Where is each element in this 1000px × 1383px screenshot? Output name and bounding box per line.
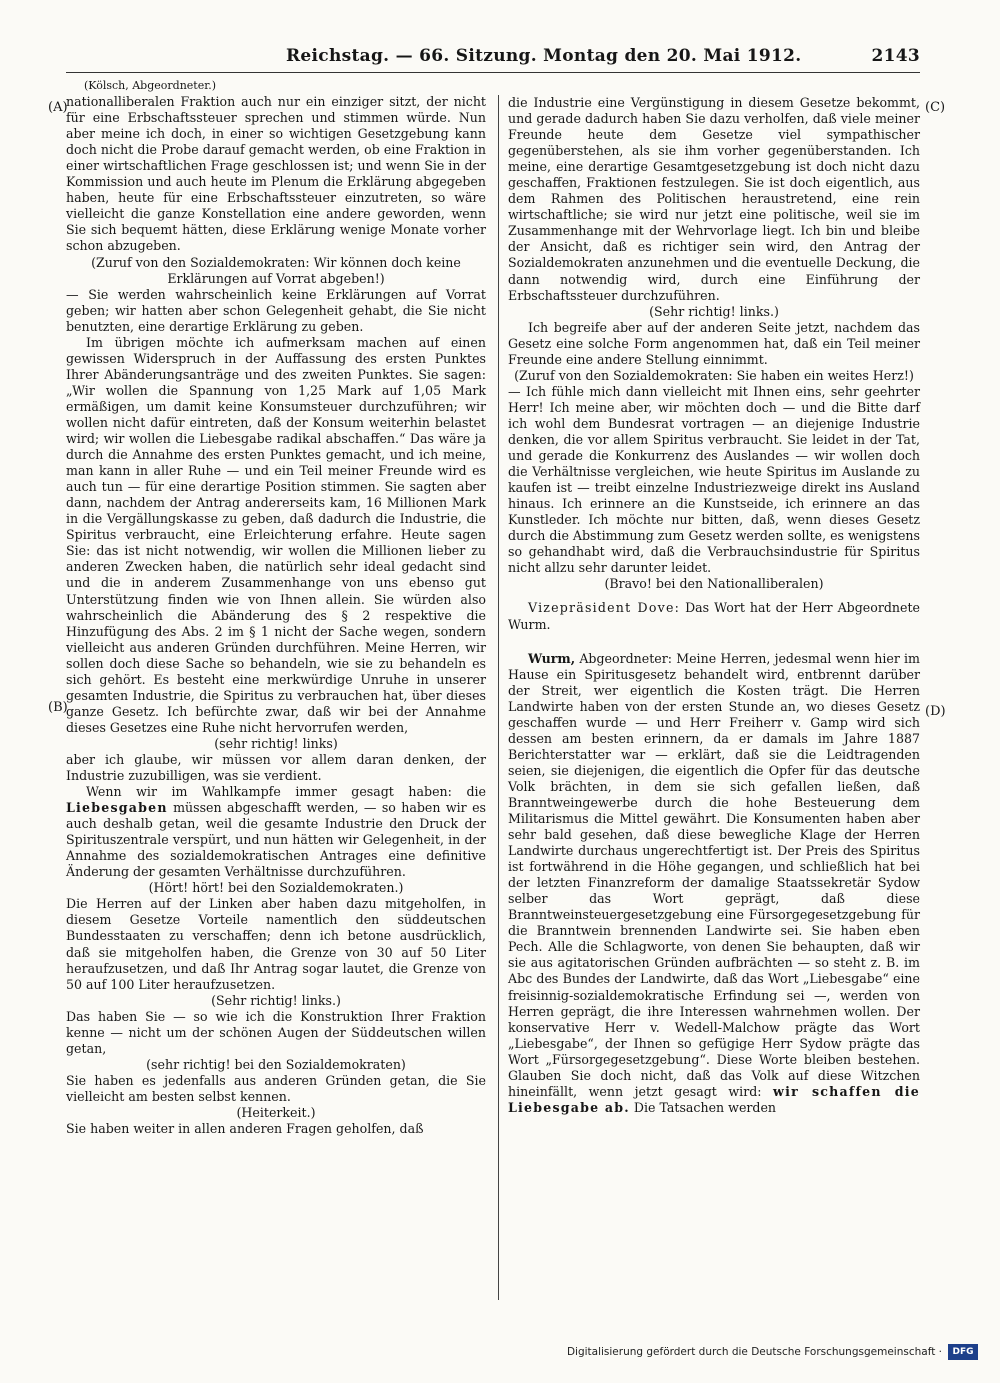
interjection: (sehr richtig! bei den Sozialdemokraten)	[146, 1056, 406, 1072]
interjection: (Bravo! bei den Nationalliberalen)	[604, 576, 824, 592]
left-column	[66, 78, 486, 1137]
paragraph: Sie haben weiter in allen anderen Fragen geholfen, daß	[66, 1121, 424, 1137]
page-title: Reichstag. — 66. Sitzung. Montag den 20. Mai 1912.	[286, 46, 802, 66]
speaker-wurm	[508, 651, 920, 1116]
page-number: 2143	[871, 46, 920, 66]
text: Das Wort hat der Herr Abgeordnete Wurm.	[508, 600, 920, 632]
speaker-vizepraesident	[508, 600, 920, 632]
speaker-name: Wurm,	[528, 650, 576, 666]
text: müssen abgeschafft werden, — so haben wir es auch deshalb getan, weil die gesamte Industrie den Druck der Spirituszentrale verspürt, und nun hätten wir Gelegenheit, in der Annahme des sozialdemokratischen Antrages eine definitive Änderung der gesamten Verhältnisse durchzuführen.	[66, 800, 486, 880]
margin-mark-b: (B)	[48, 700, 68, 715]
text: Wenn wir im Wahlkampfe immer gesagt haben: die	[86, 784, 486, 800]
paragraph: nationalliberalen Fraktion auch nur ein einziger sitzt, der nicht für eine Erbschaftssteuer sprechen und stimmen würde. Nun aber meine ich doch, in einer so wichtigen Gesetzgebung kann doch nicht die Probe darauf gemacht werden, ob eine Fraktion in einer wirtschaftlichen Frage geschlossen ist; und wenn Sie in der Kommission und auch heute im Plenum die Erklärung abgegeben haben, heute für eine Erbschaftssteuer einzutreten, so wäre vielleicht die ganze Konstellation eine andere geworden, wenn Sie sich bequemt hätten, diese Erklärung wenige Monate vorher schon abzugeben.	[66, 94, 486, 254]
paragraph: — Ich fühle mich dann vielleicht mit Ihnen eins, sehr geehrter Herr! Ich meine aber, wir möchten doch — und die Bitte darf ich wohl dem Bundesrat vortragen — an diejenige Industrie denken, die vor allem Spiritus verbraucht. Sie leidet in der Tat, und gerade die Konkurrenz des Auslandes — wir wollen doch die Verhältnisse vergleichen, wie heute Spiritus im Auslande zu kaufen ist — treibt einzelne Industriezweige direkt ins Ausland hinaus. Ich erinnere an die Kunstseide, ich erinnere an das Kunstleder. Ich möchte nur bitten, daß, wenn dieses Gesetz durch die Abstimmung zum Gesetz werden sollte, es wenigstens so gehandhabt wird, daß die Verbrauchsindustrie für Spiritus nicht allzu sehr darunter leidet.	[508, 383, 921, 576]
margin-mark-d: (D)	[925, 704, 946, 719]
paragraph: die Industrie eine Vergünstigung in diesem Gesetze bekommt, und gerade dadurch haben Sie dazu verholfen, daß viele meiner Freunde heute dem Gesetze viel sympathischer gegenüberstehen, als sie ihm vorher gegenüberstanden. Ich meine, eine derartige Gesamtgesetzgebung ist doch nicht dazu geschaffen, Fraktionen festzulegen. Sie ist doch eigentlich, aus dem Rahmen des Politischen heraustretend, eine rein wirtschaftliche; sie wird nur jetzt eine politische, weil sie im Zusammenhange mit der Wehrvorlage liegt. Ich bin und bleibe der Ansicht, daß es richtiger sein wird, den Antrag der Sozialdemokraten anzunehmen und die eventuelle Deckung, die dann notwendig wird, durch eine Einführung der Erbschaftssteuer durchzuführen.	[508, 95, 920, 303]
interjection: (sehr richtig! links)	[214, 735, 338, 751]
margin-mark-a: (A)	[48, 100, 68, 115]
paragraph: — Sie werden wahrscheinlich keine Erklärungen auf Vorrat geben; wir hatten aber schon Gelegenheit gehabt, die Sie nicht benutzten, eine derartige Erklärung zu geben.	[66, 286, 486, 334]
funding-note: Digitalisierung gefördert durch die Deutsche Forschungsgemeinschaft ·	[566, 1346, 942, 1358]
paragraph: Ich begreife aber auf der anderen Seite jetzt, nachdem das Gesetz eine solche Form angenommen hat, daß ein Teil meiner Freunde eine andere Stellung einnimmt.	[508, 319, 920, 367]
interjection: (Sehr richtig! links.)	[649, 303, 779, 319]
speaker-continuation: (Kölsch, Abgeordneter.)	[84, 79, 217, 92]
footer	[566, 1343, 980, 1363]
emphasis: Liebesgaben	[66, 800, 168, 816]
paragraph: Im übrigen möchte ich aufmerksam machen auf einen gewissen Widerspruch in der Auffassung des ersten Punktes Ihrer Abänderungsanträge und des zweiten Punktes. Sie sagen: „Wir wollen die Spannung von 1,25 Mark auf 1,05 Mark ermäßigen, um damit keine Konsumsteuer durchzuführen; wir wollen nicht dafür eintreten, daß der Konsum weiterhin belastet wird; wir wollen die Liebesgabe radikal abschaffen.“ Das wäre ja durch die Annahme des ersten Punktes gemacht, und ich meine, man kann in aller Ruhe — und ein Teil meiner Freunde wird es auch tun — für eine derartige Position stimmen. Sie sagten aber dann, nachdem der Antrag andererseits kam, 16 Millionen Mark in die Vergällungskasse zu geben, daß dadurch die Industrie, die Spiritus verbraucht, eine Erleichterung erfahre. Heute sagen Sie: das ist nicht notwendig, wir wollen die Millionen lieber zu anderen Zwecken haben, die natürlich sehr ideal gedacht sind und die in anderem Zusammenhange von uns ebenso gut Unterstützung finden wie von Ihnen allein. Sie würden also wahrscheinlich die Abänderung des § 2 respektive die Hinzufügung des Abs. 2 im § 1 nicht der Sache wegen, sondern vielleicht aus anderen Gründen durchführen. Meine Herren, wir sollen doch diese Sache so behandeln, wie sie zu behandeln es sich gehört. Es besteht eine merkwürdige Unruhe in unserer gesamten Industrie, die Spiritus zu verbrauchen hat, über dieses ganze Gesetz. Ich befürchte zwar, daß wir bei der Annahme dieses Gesetzes eine Ruhe nicht hervorrufen werden,	[66, 334, 486, 735]
text: Abgeordneter: Meine Herren, jedesmal wenn hier im Hause ein Spiritusgesetz behandelt wird, entbrennt darüber der Streit, wer eigentlich die Kosten trägt. Die Herren Landwirte haben von der ersten Stunde an, wo dieses Gesetz geschaffen wurde — und Herr Freiherr v. Gamp wird sich dessen am besten erinnern, da er damals im Jahre 1887 Berichterstatter war — erklärt, daß sie die Leidtragenden seien, sie diejenigen, die eigentlich die Opfer für das deutsche Volk brächten, in dem sie sich gefallen ließen, daß Branntweingewerbe durch die hohe Besteuerung dem Militarismus die Mittel gewährt. Die Konsumenten haben aber sehr bald gesehen, daß diese bewegliche Klage der Herren Landwirte durchaus ungerechtfertigt ist. Der Preis des Spiritus ist fortwährend in die Höhe gegangen, und schließlich hat bei der letzten Finanzreform der damalige Staatssekretär Sydow selber das Wort geprägt, daß diese Branntweinsteuergesetzgebung eine Fürsorgegesetzgebung für die Branntwein brennenden Landwirte sei. Sie haben eben Pech. Alle die Schlagworte, von denen Sie behaupten, daß wir sie aus agitatorischen Gründen aufbrächten — so steht z. B. im Abc des Bundes der Landwirte, daß das Wort „Liebesgabe“ eine freisinnig-sozialdemokratische Erfindung sei —, werden von Herren geprägt, die ihre Interessen wahrnehmen wollen. Der konservative Herr v. Wedell-Malchow prägte das Wort „Liebesgabe“, der Ihnen so gefügige Herr Sydow prägte das Wort „Fürsorgegesetzgebung“. Diese Worte bleiben bestehen. Glauben Sie doch nicht, daß das Volk auf diese Witzchen hineinfällt, wenn jetzt gesagt wird:	[508, 650, 920, 1099]
paragraph: Das haben Sie — so wie ich die Konstruktion Ihrer Fraktion kenne — nicht um der schönen Augen der Süddeutschen willen getan,	[66, 1008, 486, 1056]
running-head	[66, 44, 920, 70]
interjection: (Zuruf von den Sozialdemokraten: Wir können doch keine Erklärungen auf Vorrat abgeben!)	[91, 254, 461, 286]
interjection: (Zuruf von den Sozialdemokraten: Sie haben ein weites Herz!)	[514, 367, 914, 383]
column-divider	[498, 95, 499, 1300]
interjection: (Heiterkeit.)	[236, 1105, 316, 1120]
emphasis: wir schaffen die Liebesgabe ab.	[508, 1083, 920, 1115]
header-rule	[66, 72, 920, 73]
interjection: (Hört! hört! bei den Sozialdemokraten.)	[148, 880, 404, 896]
margin-mark-c: (C)	[925, 100, 946, 115]
dfg-logo: DFG	[948, 1344, 978, 1360]
interjection: (Sehr richtig! links.)	[211, 992, 341, 1008]
paragraph: aber ich glaube, wir müssen vor allem daran denken, der Industrie zuzubilligen, was sie verdient.	[66, 751, 486, 784]
paragraph: Sie haben es jedenfalls aus anderen Gründen getan, die Sie vielleicht am besten selbst kennen.	[66, 1072, 486, 1104]
right-column	[508, 95, 920, 1116]
paragraph: Die Herren auf der Linken aber haben dazu mitgeholfen, in diesem Gesetze Vorteile namentlich den süddeutschen Bundesstaaten zu verschaffen; denn ich betone ausdrücklich, daß sie mitgeholfen haben, die Grenze von 30 auf 50 Liter heraufzusetzen, und daß Ihr Antrag sogar lautet, die Grenze von 50 auf 100 Liter heraufzusetzen.	[66, 896, 486, 992]
speaker-name: Vizepräsident Dove:	[528, 600, 681, 616]
text: Die Tatsachen werden	[629, 1099, 777, 1115]
paragraph	[66, 784, 486, 880]
